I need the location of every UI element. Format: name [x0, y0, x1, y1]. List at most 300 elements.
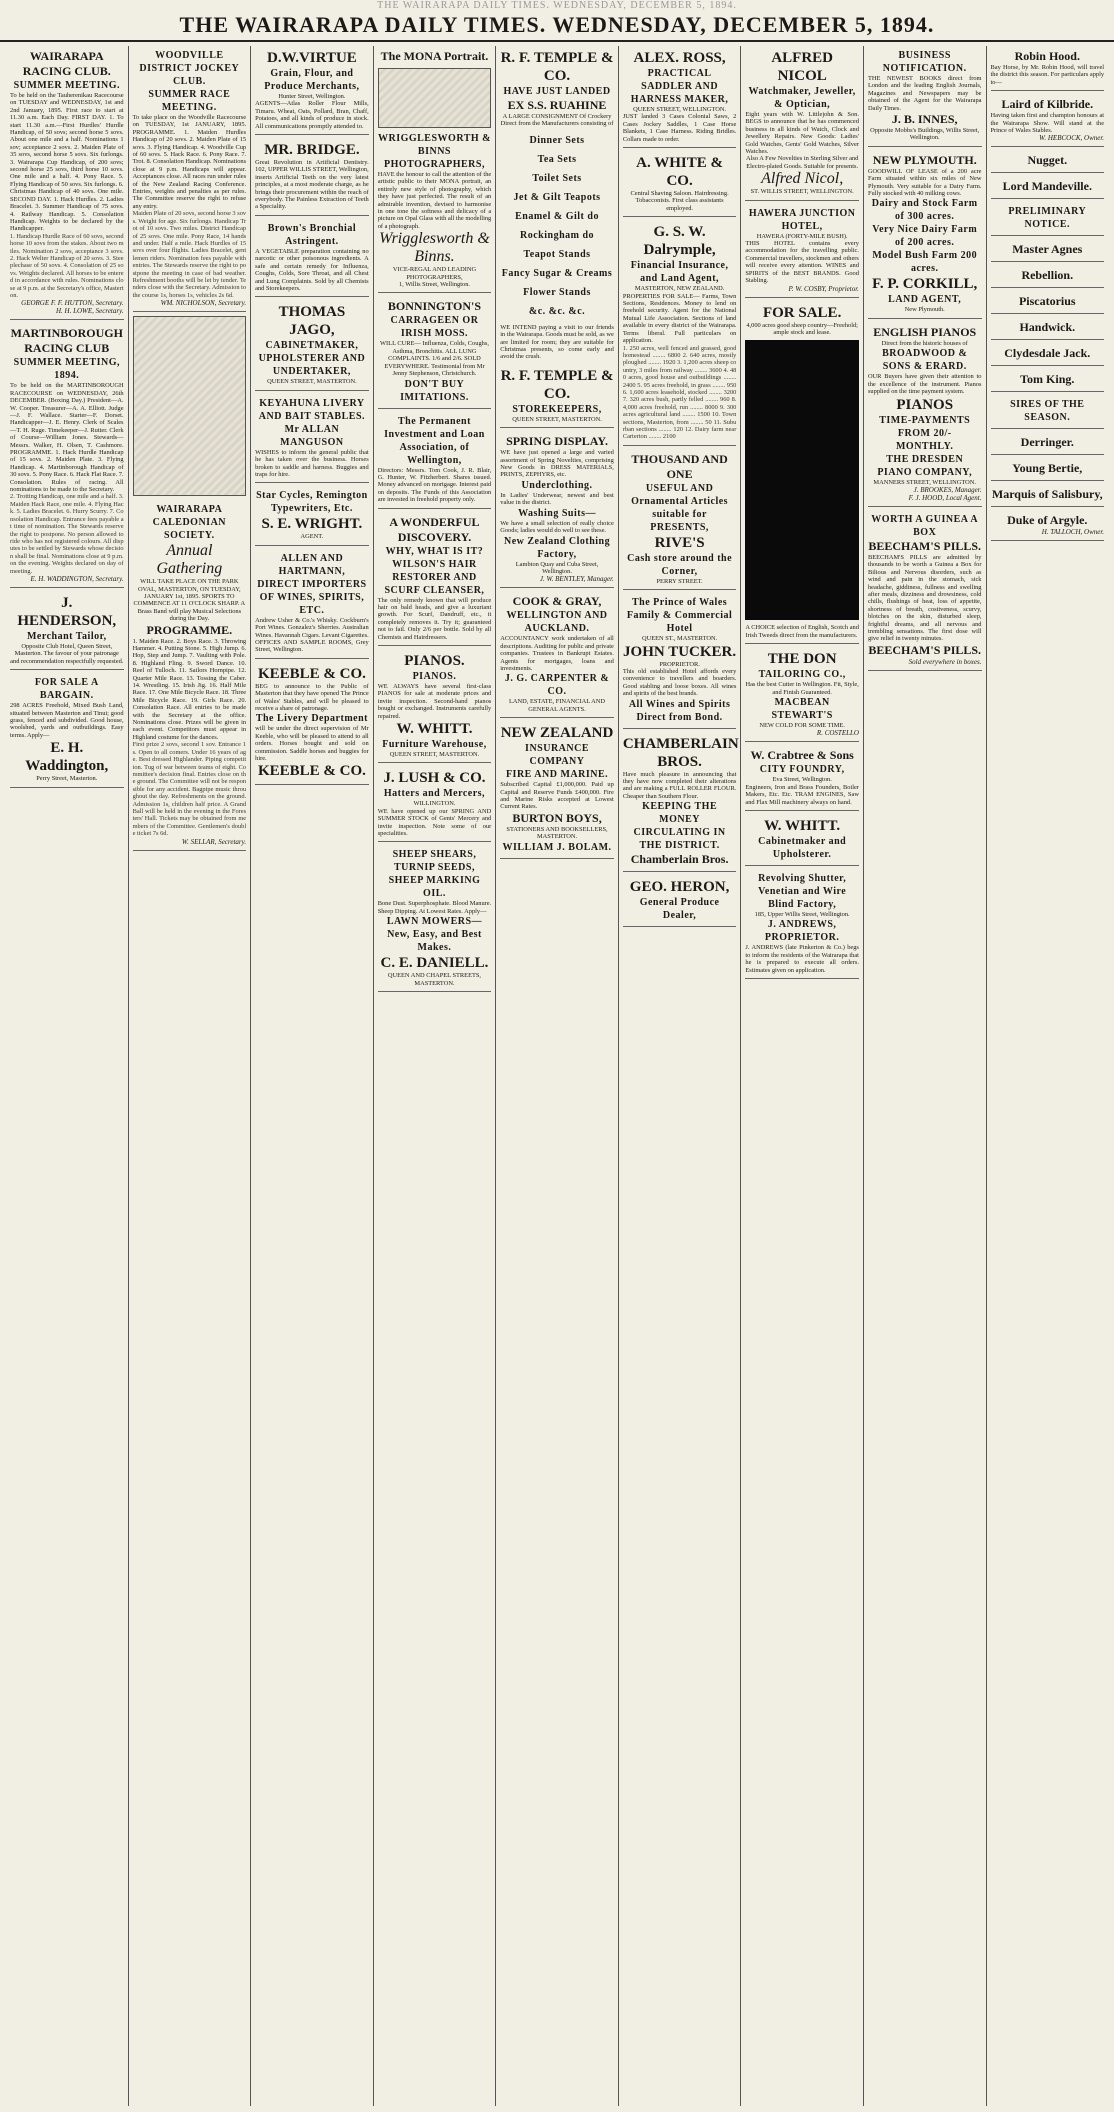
ad-signature-sub: STOREKEEPERS,	[512, 403, 602, 415]
ad-subheading: WRIGGLESWORTH & BINNS	[377, 133, 491, 157]
agent-name: E. H. Waddington,	[25, 740, 109, 775]
ad-signature: W. WHITT.	[396, 721, 473, 737]
daniell-ad	[378, 845, 492, 992]
ad-heading: SHEEP SHEARS, TURNIP SEEDS, SHEEP MARKING OIL.	[388, 849, 481, 900]
ad-signature: H. TALLOCH, Owner.	[1041, 528, 1105, 537]
ad-heading: The Prince of Wales Family & Commercial Hotel	[626, 597, 733, 635]
ad-signature: E. H. WADDINGTON, Secretary.	[30, 574, 124, 583]
ad-body: This old established Hotel affords every convenience to travellers and boarders. Good stabling and loose boxes. All wines and spirits of the best brands.	[622, 668, 737, 698]
ad-heading: Brown's Bronchial Astringent.	[267, 222, 357, 247]
programme-filler: First prize 2 sovs, second 1 sov. Entrance 1s. Open to all comers. Under 16 years of age. Best dressed Highlander. Piping competition. Tug of war between teams of eight. Committee's decision final. Entries close on the ground. The Committee will not be responsible for any accident. Bagpipe music throughout the day. Refreshments on the ground. Admission 1s, children half price. A Grand Ball will be held in the evening in the Foresters' Hall. Tickets may be obtained from members of the Committee. Gentlemen's double ticket 7s 6d.	[132, 741, 247, 838]
ad-signature: Alfred Nicol,	[761, 170, 844, 188]
ad-heading: Rebellion.	[1021, 268, 1074, 283]
horse-ad-rebellion	[991, 265, 1105, 288]
ad-body: Engineers, Iron and Brass Founders, Boiler Makers, Etc. Etc. TRAM ENGINES, Saw and Flax Mill machinery always on hand.	[745, 783, 859, 806]
ad-note: Also A Few Novelties in Sterling Silver and Electro-plated Goods. Suitable for presents.	[745, 155, 859, 170]
ad-heading: D.W.VIRTUE	[267, 50, 357, 66]
column-5	[496, 46, 619, 2106]
ad-heading: WOODVILLE DISTRICT JOCKEY CLUB.	[139, 50, 240, 87]
agent-title: AGENT.	[300, 533, 324, 541]
ad-signature: Chamberlain Bros.	[630, 852, 729, 867]
ad-body-2: WE INTEND paying a visit to our friends in the Wairarapa. Goods must be sold, as we are limited for room; they are suitable for Christmas presents, so come early and avoid the crush.	[500, 323, 614, 361]
agent-name: J. B. INNES,	[891, 112, 958, 127]
ad-body: Directors: Messrs. Tom Cook, J. R. Blair, G. Hunter, W. Fitzherbert. Shares issued. Money advanced on mortgage. Interest paid on deposits. The Funds of this Association are invested in freehold property only.	[377, 466, 492, 504]
ad-heading: THE DON	[767, 651, 837, 668]
ad-subheading: CARRAGEEN OR IRISH MOSS.	[390, 315, 479, 340]
ad-heading: ALEX. ROSS,	[633, 50, 726, 66]
ad-heading: Clydesdale Jack.	[1004, 346, 1091, 361]
redacted-black-block	[745, 340, 859, 620]
ad-subheading: PIANOS.	[412, 670, 457, 682]
ad-heading: Star Cycles, Remington Typewriters, Etc.	[256, 490, 368, 515]
ad-heading: Laird of Kilbride.	[1001, 97, 1094, 112]
temple-crockery-ad	[500, 46, 614, 428]
crabtree-foundry-ad	[745, 745, 859, 811]
ad-signature: Sold everywhere in boxes.	[908, 657, 982, 666]
ad-body: THE NEWEST BOOKS direct from London and the leading English Journals, Magazines and Newspapers may be obtained of the Agent for the Wairarapa Daily Times.	[867, 75, 982, 112]
ad-body: ACCOUNTANCY work undertaken of all descriptions. Auditing for public and private companies. Trustees in Bankrupt Estates. Agents for mortgages, loans and investments.	[500, 635, 614, 672]
masthead	[0, 0, 1114, 42]
ad-heading: R. F. TEMPLE & CO.	[500, 50, 614, 84]
ad-body: Having taken first and champion honours at the Wairarapa Show. Will stand at the Prince of Wales Stables.	[990, 112, 1105, 135]
ad-subheading: KEEPING THE MONEY CIRCULATING IN THE DISTRICT.	[633, 801, 726, 852]
ad-subheading: SUMMER RACE MEETING.	[148, 89, 231, 113]
ad-body: BEECHAM'S PILLS are admitted by thousands to be worth a Guinea a Box for Bilious and Nervous disorders, such as wind and pain in the stomach, sick headache, giddiness, fullness and swelling after meals, dizziness and drowsiness, cold chills, flushings of heat, loss of appetite, shortness of breath, costiveness, scurvy, blotches on the skin, disturbed sleep, frightful dreams, and all nervous and trembling sensations. The first dose will give relief in twenty minutes.	[867, 553, 982, 643]
ad-address: QUEEN AND CHAPEL STREETS, MASTERTON.	[387, 972, 482, 987]
column-7	[741, 46, 864, 2106]
ad-address: MANNERS STREET, WELLINGTON.	[873, 478, 977, 486]
ad-body: WE have opened up our SPRING AND SUMMER STOCK of Gents' Mercery and invite inspection. Note some of our specialities.	[377, 807, 492, 838]
horse-ad-tom-king	[991, 369, 1105, 392]
ad-heading: BONNINGTON'S	[387, 299, 482, 314]
ad-heading: WAIRARAPA CALEDONIAN SOCIETY.	[152, 504, 227, 542]
ad-subheading: Financial Insurance, and Land Agent,	[630, 260, 729, 285]
ad-address: QUEEN STREET, WELLINGTON.	[633, 106, 727, 113]
ad-address: QUEEN STREET, MASTERTON.	[267, 378, 357, 386]
ad-subheading: HAVE JUST LANDED	[503, 86, 611, 97]
ad-body: HAVE the honour to call the attention of the artistic public to their MONA portrait, an entirely new style of photography, which they have just perfected. The result of an admirable invention, devised to harmonise in one tone the softness and delicacy of a picture on Opal Glass with all the modelling of a photograph.	[377, 171, 492, 230]
ad-heading: Tom King.	[1020, 372, 1075, 387]
horse-ad-argyle	[991, 510, 1105, 541]
store-name: RIVE'S	[654, 534, 705, 551]
jockey-club-ad	[133, 46, 247, 312]
ross-saddler-ad	[623, 46, 737, 148]
caledonian-crest-illustration	[133, 316, 247, 496]
ad-signature-2: H. H. LOWE, Secretary.	[55, 307, 124, 316]
ad-footer: New Zealand Clothing Factory,	[503, 535, 611, 560]
ad-footer-sub: NEW COLD FOR SOME TIME.	[759, 721, 845, 729]
ad-heading: Lord Mandeville.	[1002, 179, 1092, 194]
rive-store-ad	[623, 449, 737, 590]
column-4	[374, 46, 497, 2106]
item-9: &c. &c. &c.	[528, 305, 586, 317]
horse-ad-salisbury	[991, 484, 1105, 507]
ad-heading: Robin Hood.	[1014, 49, 1080, 63]
nicol-watchmaker-ad	[745, 46, 859, 201]
ad-subheading: USEFUL AND Ornamental Articles suitable for PRESENTS,	[631, 482, 729, 533]
ad-body: To be held on the MARTINBOROUGH RACECOURSE on WEDNESDAY, 26th DECEMBER. (Boxing Day.) President—A. W. Cooper. Treasurer—A. A. Elliott. Judge—J. F. Wallace. Starter—F. Dorset. Handicapper—J. E. Henry. Clerk of Scales—T. H. Ruge. Timekeeper—J. Rutter. Clerk of Course—William Jones. Stewards—Messrs. Walker, H. Olsen, T. Cashmore. PROGRAMME. 1. Hack Hurdle Handicap of 15 sovs. 2. Maiden Plate. 3. Flying Handicap. 4. Martinborough Handicap of 30 sovs. 5. Pony Race. 6. Hack Flat Race. 7. Consolation. Rules of racing. All nominations to be made to the Secretary.	[10, 382, 124, 494]
ad-body: 4,000 acres good sheep country—Freehold; ample stock and lease.	[746, 321, 858, 336]
ad-signature: Wrigglesworth & Binns.	[379, 230, 490, 266]
column-2	[129, 46, 252, 2106]
bonnington-ad	[378, 296, 492, 408]
ad-heading: Revolving Shutter, Venetian and Wire Blind Factory,	[758, 872, 847, 910]
ad-subheading: J. ANDREWS, PROPRIETOR.	[764, 919, 840, 944]
ad-heading: SIRES OF THE SEASON.	[1010, 399, 1085, 424]
column-1	[6, 46, 129, 2106]
ad-address: New Plymouth.	[904, 306, 945, 314]
beecham-ad	[868, 510, 982, 671]
ad-subheading: The Livery Department	[255, 713, 368, 725]
column-6	[619, 46, 742, 2106]
cook-gray-ad	[500, 591, 614, 718]
ad-subheading: DIRECT IMPORTERS OF WINES, SPIRITS, ETC.	[257, 578, 367, 616]
ad-subheading: LAWN MOWERS—New, Easy, and Best Makes.	[386, 916, 483, 954]
pianos-ad	[378, 649, 492, 763]
ad-heading: Young Bertie,	[1012, 461, 1083, 476]
ad-heading: The MONA Portrait.	[380, 49, 489, 63]
whitt-cabinet-ad	[745, 814, 859, 866]
jago-ad	[255, 300, 369, 390]
ad-footer-sub: LAND, ESTATE, FINANCIAL AND GENERAL AGENTS.	[509, 698, 606, 713]
livery-ad	[255, 394, 369, 484]
ad-signature: W. SELLAR, Secretary.	[181, 837, 247, 846]
ad-footer: DON'T BUY IMITATIONS.	[400, 378, 469, 403]
ad-signature: KEEBLE & CO.	[257, 763, 366, 780]
ad-heading: BUSINESS NOTIFICATION.	[882, 50, 967, 74]
ad-body: To take place on the Woodville Racecourse on TUESDAY, 1st JANUARY, 1895. PROGRAMME. 1. Maiden Hurdles Handicap of 20 sovs. 2. Maiden Plate of 15 sovs. 3. Flying Handicap. 4. Woodville Cup of 60 sovs. 5. Hack Race. 6. Pony Race. 7. Trot. 8. Consolation Handicap. Nominations close at 9 p.m. Handicaps will appear. Acceptances close. All races run under rules of the New Zealand Racing Conference. Entries, weights and penalties as per rules. The Committee reserve the right to refuse any entry.	[132, 114, 247, 210]
ad-heading: FOR SALE.	[762, 304, 842, 321]
martinborough-ad	[10, 323, 124, 588]
ad-body: JUST landed 3 Cases Colonial Saws, 2 Cases Jockey Saddles, 1 Case Horse Blankets, 1 Case Harness. Riding Bridles. Collars made to order.	[622, 113, 737, 143]
agent-signature: WILLIAM J. BOLAM.	[502, 841, 612, 853]
ad-heading: NEW PLYMOUTH.	[872, 152, 977, 167]
ad-heading: KEEBLE & CO.	[257, 665, 366, 682]
ad-heading: J. LUSH & CO.	[383, 770, 486, 787]
ad-body-filler: 1. Handicap Hurdle Race of 60 sovs, second horse 10 sovs from the stakes. About two miles. Nomination 2 sovs, acceptance 3 sovs. 2. Hack Welter Handicap of 20 sovs. 3. Steeplechase of 50 sovs. 4. Consolation of 25 sovs. Weights declared. All horses to be entered in accordance with rules. Nominations close at 9 p.m. at the Secretary's office, Masterton.	[10, 232, 124, 299]
keeble-ad	[255, 662, 369, 786]
item-4: Enamel & Gilt do	[515, 210, 599, 222]
ad-heading: Handwick.	[1019, 320, 1076, 335]
ad-footer-sub: Lambton Quay and Cuba Street, Wellington.	[515, 560, 599, 575]
portrait-illustration	[378, 68, 492, 128]
racing-club-ad	[10, 46, 124, 320]
ad-signature: C. E. DANIELL.	[380, 955, 489, 972]
ad-footer: All Wines and Spirits Direct from Bond.	[628, 698, 731, 723]
ad-subheading: Mr ALLAN MANGUSON	[280, 423, 344, 448]
ad-body: A LARGE CONSIGNMENT Of Crockery Direct from the Manufacturers consisting of	[500, 113, 614, 128]
agent-name: BURTON BOYS,	[512, 810, 602, 825]
ad-signature: J. BROOKES, Manager.	[913, 485, 982, 494]
ad-subheading: Merchant Tailor,	[26, 630, 107, 642]
ad-body: A VEGETABLE preparation containing no narcotic or other poisonous ingredients. A safe and certain remedy for Influenza, Coughs, Colds, Sore Throat, and all Chest and Lung Complaints. Sold by all Chemists and Storekeepers.	[255, 247, 369, 292]
for-sale-ad	[745, 301, 859, 645]
ad-signature: WM. NICHOLSON, Secretary.	[160, 299, 247, 308]
ad-body: WE ALWAYS have several first-class PIANOS for sale at moderate prices and invite inspection. Second-hand pianos bought or exchanged. Instruments carefully repaired.	[377, 682, 492, 720]
white-shaving-ad	[623, 151, 737, 217]
ad-heading: THOUSAND AND ONE	[631, 451, 728, 481]
ad-subheading: Grain, Flour, and Produce Merchants,	[264, 68, 360, 92]
agent-address: Opposite Mobbs's Buildings, Willis Street, Wellington.	[870, 127, 980, 142]
ad-body: WISHES to inform the general public that he has taken over the business. Horses broken to saddle and harness. Buggies and traps for hire.	[255, 448, 369, 478]
horse-ad-nugget	[991, 150, 1105, 173]
horse-ad-piscatorius	[991, 291, 1105, 314]
english-pianos-ad	[868, 322, 982, 507]
store-address: PERRY STREET.	[656, 577, 703, 585]
ad-signature: F. P. CORKILL,	[872, 276, 978, 293]
ad-heading: G. S. W. Dalrymple,	[643, 224, 716, 259]
ad-heading: A WONDERFUL DISCOVERY.	[389, 514, 480, 544]
ad-heading: HAWERA JUNCTION HOTEL,	[748, 207, 856, 232]
ad-signature: R. F. TEMPLE & CO.	[500, 367, 614, 402]
ad-subheading-2: BROADWOOD & SONS & ERARD.	[882, 348, 968, 373]
ship-name: EX S.S. RUAHINE	[507, 98, 607, 112]
ad-heading: ALFRED NICOL	[771, 50, 833, 84]
ad-address: MASTERTON, NEW ZEALAND.	[634, 285, 725, 293]
ad-body: The only remedy known that will produce hair on bald heads, and give a luxuriant growth. For Scurf, Dandruff, etc., it completely removes it. Try it; guaranteed not to fail. Only 2/6 per bottle. Sold by all Chemists and Hairdressers.	[377, 596, 492, 641]
ad-body-3: We have a small selection of really choice Goods; ladies would do well to see these.	[500, 519, 614, 535]
programme-heading: PROGRAMME.	[146, 622, 233, 637]
listing-2: Very Nice Dairy Farm of 200 acres.	[872, 224, 978, 249]
hawera-hotel-ad	[745, 204, 859, 298]
ad-heading: PIANOS.	[404, 652, 465, 669]
ad-heading: THOMAS JAGO,	[278, 304, 346, 339]
bridge-dentist-ad	[255, 138, 369, 216]
ad-subheading: Underclothing.	[521, 479, 593, 491]
shutter-factory-ad	[745, 869, 859, 979]
ad-heading: W. Crabtree & Sons	[750, 748, 854, 763]
sires-of-season	[991, 395, 1105, 429]
horse-ad-lord-mandeville	[991, 176, 1105, 199]
ad-heading: SPRING DISPLAY.	[506, 434, 608, 449]
sale-ad	[10, 673, 124, 787]
ad-subheading-2: Washing Suits—	[518, 507, 596, 519]
ad-address: ST. WILLIS STREET, WELLINGTON.	[750, 188, 854, 196]
ad-footer: MACBEAN STEWART'S	[771, 696, 833, 721]
ad-subheading: HAWERA (FORTY-MILE BUSH).	[756, 232, 848, 240]
ad-footer: J. G. CARPENTER & CO.	[504, 673, 610, 698]
cycle-ad	[255, 486, 369, 545]
item-1: Tea Sets	[537, 153, 577, 165]
ad-address: QUEEN ST., MASTERTON.	[642, 635, 718, 643]
heron-ad	[623, 875, 737, 927]
ad-signature-sub: LAND AGENT,	[888, 294, 962, 306]
ad-body: Andrew Usher & Co.'s Whisky. Cockburn's Port Wines. Gonzalez's Sherries. Australian Wines. Havannah Cigars. Levant Cigarettes. OFFICES AND SAMPLE ROOMS, Grey Street, Wellington.	[255, 616, 369, 654]
preliminary-notice	[991, 202, 1105, 236]
ad-heading: Derringer.	[1020, 435, 1074, 450]
browns-ad	[255, 219, 369, 297]
ad-heading: W. WHITT.	[764, 817, 841, 834]
agent-name: S. E. WRIGHT.	[261, 516, 363, 533]
ad-footer: BEECHAM'S PILLS.	[868, 642, 982, 657]
ad-body: WILL TAKE PLACE ON THE PARK OVAL, MASTERTON, ON TUESDAY, JANUARY 1st, 1895. SPORTS TO COMMENCE AT 11 O'CLOCK SHARP. A Brass Band will play Musical Selections during the Day.	[133, 578, 246, 623]
ad-body-2: will be under the direct supervision of Mr Keeble, who will be pleased to attend to all orders. Horses bought and sold on commission. Saddle horses and buggies for hire.	[255, 725, 369, 763]
ad-heading: A. WHITE & CO.	[636, 155, 723, 190]
proprietor-name: JOHN TUCKER.	[623, 643, 737, 660]
ad-address: 1, Willis Street, Wellington.	[398, 281, 470, 289]
ad-signature-sub: VICE-REGAL AND LEADING PHOTOGRAPHERS,	[392, 266, 477, 281]
ad-subheading: SUMMER MEETING, 1894.	[13, 357, 120, 382]
lush-ad	[378, 766, 492, 842]
ad-body: THIS HOTEL contains every accommodation for the travelling public. Commercial travellers, stockmen and others will receive every attention. WINES and SPIRITS of the BEST BRANDS. Good Stabling.	[745, 240, 859, 285]
ad-subheading: INSURANCE COMPANY	[525, 743, 589, 768]
ad-body: OUR Buyers have given their attention to the excellence of the instrument. Pianos supplied on the time payment system.	[867, 373, 982, 396]
ad-heading: ENGLISH PIANOS	[873, 324, 977, 339]
ad-signature: W. HEBCOCK, Owner.	[1039, 134, 1105, 143]
ad-address: QUEEN STREET, MASTERTON.	[512, 415, 602, 423]
tailor-ad	[10, 591, 124, 670]
item-0: Dinner Sets	[529, 134, 585, 146]
ad-terms: TIME-PAYMENTS FROM 20/- MONTHLY.	[879, 414, 971, 452]
ad-heading: COOK & GRAY,	[512, 594, 602, 609]
ad-heading: MARTINBOROUGH RACING CLUB	[10, 326, 123, 356]
ad-heading: PRELIMINARY NOTICE.	[1008, 206, 1087, 231]
ad-body: Opposite Club Hotel, Queen Street, Masterton. The favour of your patronage and recommendation respectfully requested.	[10, 642, 124, 665]
horse-ad-handwick	[991, 317, 1105, 340]
ad-heading: Piscatorius	[1018, 294, 1076, 309]
ad-heading: CHAMBERLAIN BROS.	[622, 735, 739, 770]
ad-heading: J. HENDERSON,	[17, 594, 117, 629]
item-7: Fancy Sugar & Creams	[501, 267, 613, 279]
agent-sub: STATIONERS AND BOOKSELLERS, MASTERTON.	[506, 825, 608, 841]
programme-body: 1. Maiden Race. 2. Boys Race. 3. Throwing Hammer. 4. Putting Stone. 5. High Jump. 6. Hop, Step and Jump. 7. Vaulting with Pole. 8. Highland Fling. 9. Sword Dance. 10. Reel of Tulloch. 11. Sailors Hornpipe. 12. Quarter Mile Race. 13. Tossing the Caber. 14. Wrestling. 15. Irish Jig. 16. Half Mile Race. 17. One Mile Bicycle Race. 18. Three Mile Bicycle Race. 19. Girls Race. 20. Consolation Race. All entries to be made with the Secretary at the office. Nominations close. Prizes will be given in each event. Competitors must appear in Highland costume for the dances.	[132, 637, 247, 741]
ad-body: PROPERTIES FOR SALE— Farms, Town Sections, Residences. Money to lend on freehold security. Agent for the National Mutual Life Association. Sections of land available in every district of the Wairarapa. Terms liberal. Full particulars on application.	[622, 292, 737, 345]
ad-body: WILL CURE— Influenza, Colds, Coughs, Asthma, Bronchitis. ALL LUNG COMPLAINTS. 1/6 and 2/6. SOLD EVERYWHERE. Testimonial from Mr Jenny Stephenson, Christchurch.	[380, 340, 489, 378]
permanent-investment-ad	[378, 412, 492, 509]
ad-subheading: Cabinetmaker and Upholsterer.	[758, 835, 847, 860]
ad-footer: THE DRESDEN PIANO COMPANY,	[877, 453, 973, 478]
ad-address: WILLINGTON.	[413, 800, 456, 808]
ad-subheading-2: FIRE AND MARINE.	[505, 769, 609, 781]
store-sub: Cash store around the Corner,	[627, 552, 733, 577]
ad-body-filler: 2. Trotting Handicap, one mile and a half. 3. Maiden Hack Race, one mile. 4. Flying Hack. 5. Ladies Bracelet. 6. Hurry Scurry. 7. Consolation Handicap. Entrance fees payable at time of nomination. The Stewards reserve the right to postpone. No person allowed to ride who has not registered colours. All disputes to be settled by Stewards whose decision shall be final. Nominations close at 9 p.m. on the evening. Weights declared on day of meeting.	[10, 493, 124, 575]
ad-signature: P. W. COSBY, Proprietor.	[788, 284, 859, 293]
ad-body-filler: Maiden Plate of 20 sovs, second horse 3 sovs. Weight for age. Six furlongs. Handicap Trot of 10 sovs. Two miles. District Handicap of 25 sovs. One mile. Pony Race, 14 hands and under. Half a mile. Hack Hurdles of 15 sovs over four flights. Ladies Bracelet, gentlemen riders. Nomination fees payable with entries. The Stewards reserve the right to postpone the meeting in case of bad weather. Refreshment booths will be let by tender. Tenders close with the Secretary. Admission to the course 1s, horses 1s, vehicles 2s 6d.	[132, 210, 247, 299]
ad-heading: GEO. HERON,	[629, 879, 730, 896]
ad-heading: Marquis of Salisbury,	[991, 487, 1103, 502]
ad-subheading: CABINETMAKER, UPHOLSTERER AND UNDERTAKER,	[258, 340, 366, 378]
column-8	[864, 46, 987, 2106]
proprietor-title: PROPRIETOR.	[659, 660, 700, 668]
item-5: Rockingham do	[520, 229, 595, 241]
nz-insurance-ad	[500, 721, 614, 858]
ad-body: AGENTS—Atlas Roller Flour Mills, Timaru. Wheat, Oats, Pollard, Bran, Chaff, Potatoes, and all kinds of produce in stock. All communications promptly attended to.	[255, 100, 369, 130]
ad-heading: NEW ZEALAND	[500, 725, 614, 742]
ad-address: QUEEN STREET, MASTERTON.	[389, 751, 480, 758]
wines-ad	[255, 549, 369, 659]
ad-body: To be held on the Tauherenikau Racecourse on TUESDAY and WEDNESDAY, 1st and 2nd January, 1895. First race to start at 11.30 a.m. Each Day. FIRST DAY. 1. To start 11.30 a.m.—First Hurdles' Hurdle Handicap, of 50 sovs; second horse 5 sovs. About one mile and a half. Nominations 1 sov; acceptance 2 sovs. 2. Maiden Plate of 35 sovs, second horse 5 sovs. Six furlongs. 3. Wairarapa Cup Handicap, of 200 sovs; second horse 25 sovs, third horse 10 sovs. One mile and a half. 4. Pony Race. 5. Flying Handicap of 50 sovs. Six furlongs. 6. Christmas Handicap of 40 sovs. One mile. SECOND DAY. 1. Hack Hurdles. 2. Ladies Bracelet. 3. Summer Handicap of 75 sovs. 4. Railway Handicap. 5. Consolation Handicap. Weights to be declared by the Handicapper.	[10, 92, 124, 233]
ad-signature-2: F. J. HOOD, Local Agent.	[908, 493, 982, 502]
item-6: Teapot Stands	[523, 248, 591, 260]
ad-signature-sub: Furniture Warehouse,	[382, 739, 487, 750]
ad-heading: ALLEN AND HARTMANN,	[278, 552, 346, 577]
ad-subheading: Hatters and Mercers,	[383, 788, 486, 800]
hair-restorer-ad	[378, 512, 492, 646]
columns	[6, 46, 1108, 2106]
ad-address: 185, Upper Willis Street, Wellington.	[754, 910, 850, 918]
ad-signature: J. W. BENTLEY, Manager.	[539, 575, 614, 584]
ad-body: WE have just opened a large and varied assortment of Spring Novelties, comprising New Goods in DRESS MATERIALS, PRINTS, ZEPHYRS, etc.	[500, 449, 614, 479]
ad-heading: Master Agnes	[1012, 242, 1083, 257]
ad-subheading-2: WILSON'S HAIR RESTORER AND SCURF CLEANSER,	[384, 558, 485, 596]
ad-subheading: TAILORING CO.,	[758, 669, 846, 681]
ad-subheading: General Produce Dealer,	[639, 897, 720, 922]
ad-subheading: Annual Gathering	[156, 542, 223, 578]
property-list: 1. 250 acres, well fenced and grassed, good homestead ........ 6800 2. 640 acres, mostly ploughed ........ 1920 3. 1,200 acres sheep country, 3 miles from railway ........ 3600 4. 480 acres, good house and outbuildings ........ 2400 5. 95 acres freehold, in grass ........ 950 6. 1,600 acres leasehold, stocked ........ 3200 7. 320 acres bush, partly felled ........ 960 8. 4,000 acres freehold, run ........ 8000 9. 300 acres agricultural land ........ 1500 10. Town sections, Masterton, from ........ 50 11. Suburban sections ........ 120 12. Dairy farm near Carterton ........ 2100	[622, 344, 737, 441]
ad-heading: MR. BRIDGE.	[264, 142, 360, 159]
ad-body-2: In Ladies' Underwear, newest and best value in the district.	[500, 491, 614, 507]
new-plymouth-ad	[868, 150, 982, 319]
listing-3: Model Bush Farm 200 acres.	[872, 250, 978, 275]
newspaper-title: THE WAIRARAPA DAILY TIMES. WEDNESDAY, DECEMBER 5, 1894.	[179, 12, 935, 37]
chamberlain-ad	[623, 732, 737, 873]
ad-body: Bone Dust. Superphosphate. Blood Manure. Sheep Dipping. At Lowest Rates. Apply—	[377, 900, 492, 915]
virtue-ad	[255, 46, 369, 135]
horse-ad-robin-hood	[991, 46, 1105, 91]
ad-signature: GEORGE F. F. HUTTON, Secretary.	[21, 299, 124, 308]
ad-subheading: BEECHAM'S PILLS.	[868, 538, 982, 553]
ad-subheading: PRACTICAL SADDLER AND HARNESS MAKER,	[630, 68, 729, 105]
item-8: Flower Stands	[523, 286, 591, 298]
ad-heading: The Permanent Investment and Loan Association, of Wellington,	[384, 415, 485, 466]
ad-subheading: SUMMER MEETING.	[13, 80, 120, 91]
item-2: Toilet Sets	[532, 172, 582, 184]
ad-subheading: Watchmaker, Jeweller, & Optician,	[748, 86, 856, 110]
mona-portrait-ad	[378, 46, 492, 293]
caledonian-ad	[133, 500, 247, 850]
ad-heading: WAIRARAPA RACING CLUB.	[22, 49, 111, 78]
horse-ad-laird	[991, 94, 1105, 147]
ad-subheading: WHY, WHAT IS IT?	[385, 545, 484, 557]
horse-ad-young-bertie	[991, 458, 1105, 481]
ad-subheading: Direct from the historic houses of	[881, 339, 968, 347]
ad-body: Bay Horse, by Mr. Robin Hood, will travel the district this season. For particulars apply to—	[990, 64, 1105, 86]
horse-ad-master-agnes	[991, 239, 1105, 262]
ad-body: Central Shaving Saloon. Hairdressing. Tobacconists. First class assistants employed.	[630, 190, 729, 212]
item-3: Jet & Gilt Teapots	[513, 191, 601, 203]
ad-banner: PIANOS	[896, 396, 954, 413]
ad-subheading-2: PHOTOGRAPHERS,	[383, 159, 485, 170]
ad-body: Great Revolution in Artificial Dentistry. 102, UPPER WILLIS STREET, Wellington, inserts Artificial Teeth on the very latest principles, at a most moderate charge, as he brings their procurement within the reach of everybody. The Painless Extraction of Teeth a Speciality.	[255, 159, 369, 211]
prince-of-wales-hotel-ad	[623, 593, 737, 728]
ad-address: Hunter Street, Wellington.	[278, 93, 346, 100]
ad-body: Eight years with W. Littlejohn & Son. BEGS to announce that he has commenced business in all kinds of Watch, Clock and Jewellery Repairs. New Goods: Ladies' Gold Watches, Gents' Gold Watches, Silver Watches.	[745, 111, 859, 156]
ad-signature: R. COSTELLO	[816, 729, 859, 738]
ad-subheading: CITY FOUNDRY,	[759, 764, 845, 776]
listing-1: Dairy and Stock Farm of 300 acres.	[871, 198, 978, 223]
ad-address: Eva Street, Wellington.	[772, 776, 832, 784]
ad-body: BEG to announce to the Public of Masterton that they have opened The Prince of Wales' Stables, and will be pleased to receive a share of patronage.	[255, 682, 369, 712]
ad-body: Subscribed Capital £1,000,000. Paid up Capital and Reserve Funds £400,000. Fire and Marine Risks accepted at Lowest Current Rates.	[500, 781, 614, 811]
business-notification-ad	[868, 46, 982, 147]
ad-body: GOODWILL OF LEASE of a 200 acre Farm situated within six miles of New Plymouth. Very suitable for a Dairy Farm. Fully stocked with 40 milking cows.	[867, 167, 982, 198]
column-9	[987, 46, 1109, 2106]
horse-ad-clydesdale	[991, 343, 1105, 366]
ad-heading: KEYAHUNA LIVERY AND BAIT STABLES.	[258, 397, 366, 422]
ad-heading: FOR SALE A BARGAIN.	[34, 677, 99, 702]
agent-address: Perry Street, Masterton.	[36, 775, 98, 783]
don-tailoring-ad	[745, 647, 859, 742]
ad-heading: Duke of Argyle.	[1007, 513, 1088, 528]
ad-heading: Nugget.	[1027, 153, 1068, 168]
dalrymple-ad	[623, 220, 737, 446]
ad-body: J. ANDREWS (late Pinkerton & Co.) begs to inform the residents of the Wairarapa that he is prepared to execute all orders. Estimates given on application.	[745, 944, 859, 974]
mirrored-bleed-text: THE WAIRARAPA DAILY TIMES. WEDNESDAY, DECEMBER 5, 1894.	[377, 0, 737, 11]
ad-body: 298 ACRES Freehold, Mixed Bush Land, situated between Masterton and Tinui; good grass, fenced and subdivided. Good house, woolshed, yards and outbuildings. Easy terms. Apply—	[10, 702, 124, 739]
ad-body: Have much pleasure in announcing that they have now completed their alterations and are making a FULL ROLLER FLOUR. Cheaper than Southern Flour.	[622, 770, 737, 800]
ad-body: Has the best Cutter in Wellington. Fit, Style, and Finish Guaranteed.	[745, 681, 859, 696]
column-3	[251, 46, 374, 2106]
